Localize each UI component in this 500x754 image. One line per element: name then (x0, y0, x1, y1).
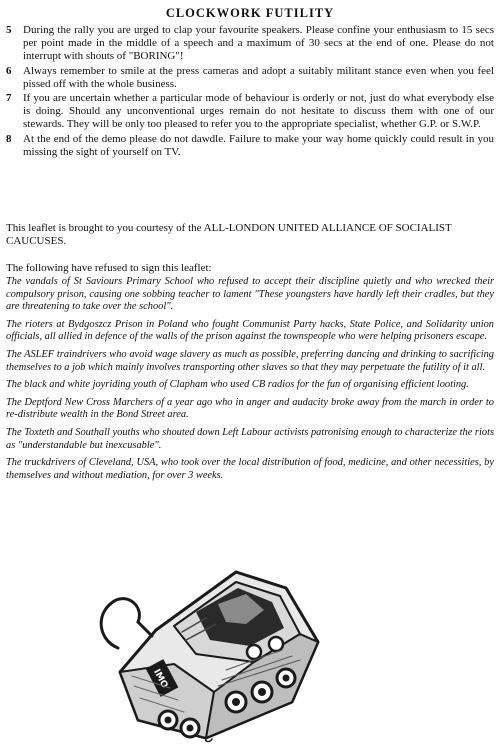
rules-list (6, 24, 494, 160)
courtesy-notice: This leaflet is brought to you courtesy of the ALL-LONDON UNITED ALLIANCE OF SOCIALIST CAUCUSES. (6, 222, 452, 248)
clockwork-toy-illustration (86, 552, 336, 744)
rule-item (6, 92, 494, 132)
refusal-paragraph: The black and white joyriding youth of Clapham who used CB radios for the fun of organising efficient looting. (6, 379, 469, 391)
refusal-intro: The following have refused to sign this leaflet: (6, 262, 212, 274)
refusal-paragraph: The ASLEF traindrivers who avoid wage slavery as much as possible, preferring dancing and drinking to sacrificing themselves to a job which mainly involves transporting other slaves so that they may perpetuate the futility of it all. (6, 348, 494, 373)
refusal-paragraph: The vandals of St Saviours Primary School who refused to accept their discipline quietly and who wrecked their compulsory prison, causing one sobbing teacher to lament "These youngsters have hardly left their cradles, but they are threatening to take over the school". (6, 276, 494, 313)
rule-text: If you are uncertain whether a particular mode of behaviour is orderly or not, just do what everybody else is doing. Should any unconventional urges remain do not hesitate to discuss them with one of our stewards. They will be only too pleased to refer you to the appropriate specialist, whether G.P. or S.W.P. (23, 92, 494, 131)
rule-number: 5 (6, 24, 12, 36)
rule-text: At the end of the demo please do not dawdle. Failure to make your way home quickly could result in you missing the sight of yourself on TV. (23, 132, 494, 158)
rule-text: During the rally you are urged to clap your favourite speakers. Please confine your enthusiasm to 15 secs per point made in the middle of a speech and a maximum of 30 secs at the end of one. Please do not interrupt with shouts of "BORING"! (23, 24, 494, 63)
refusal-list (6, 276, 494, 487)
refusal-paragraph: The rioters at Bydgoszcz Prison in Poland who fought Communist Party hacks, State Police, and Solidarity union officials, all allied in defence of the walls of the prison against the townspeople who were helping prisoners escape. (6, 318, 494, 343)
rule-item (6, 133, 494, 159)
refusal-paragraph: The Toxteth and Southall youths who shouted down Left Labour activists patronising enough to characterize the riots as "understandable but inexcusable". (6, 426, 494, 451)
rule-number: 6 (6, 64, 12, 77)
refusal-paragraph: The Deptford New Cross Marchers of a year ago who in anger and audacity broke away from the march in order to re-distribute wealth in the Bond Street area. (6, 396, 494, 421)
rule-number: 8 (6, 132, 12, 145)
rule-item (6, 65, 494, 91)
rule-text: Always remember to smile at the press cameras and adopt a suitably militant stance even when you feel pissed off with the whole business. (23, 64, 494, 90)
refusal-paragraph: The truckdrivers of Cleveland, USA, who took over the local distribution of food, medicine, and other necessities, by themselves and without mediation, for over 3 weeks. (6, 457, 494, 481)
rule-item (6, 24, 494, 64)
page-title: CLOCKWORK FUTILITY (165, 6, 335, 20)
svg-text:IMO: IMO (151, 667, 170, 691)
rule-number: 7 (6, 92, 12, 105)
